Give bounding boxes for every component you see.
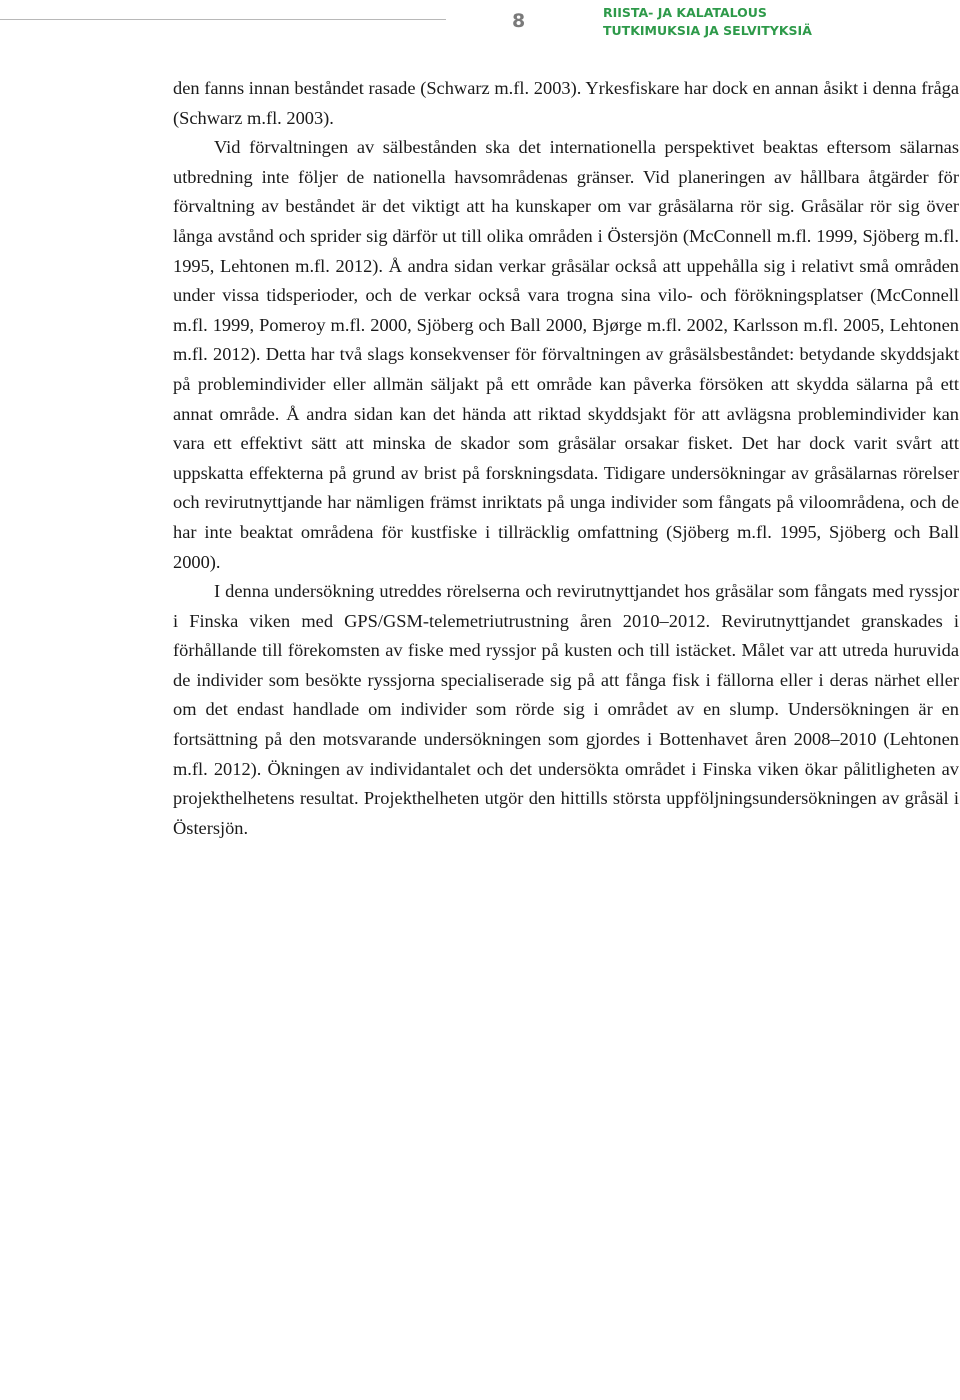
header-rule [0, 19, 446, 20]
body-text [173, 74, 959, 843]
paragraph-1: den fanns innan beståndet rasade (Schwarz m.fl. 2003). Yrkesfiskare har dock en annan åsikt i denna fråga (Schwarz m.fl. 2003). [173, 78, 959, 128]
paragraph-3: I denna undersökning utreddes rörelserna och revirutnyttjandet hos gråsälar som fångats med ryssjor i Finska viken med GPS/GSM-telemetriutrustning åren 2010–2012. Revirutnyttjandet granskades i förhållande till förekomsten av fiske med ryssjor på kusten och till istäcket. Målet var att utreda huruvida de individer som besökte ryssjorna specialiserade sig på att fånga fisk i fällorna eller i deras närhet eller om det endast handlade om individer som rörde sig i området av en slump. Undersökningen är en fortsättning på den motsvarande undersökningen som gjordes i Bottenhavet åren 2008–2010 (Lehtonen m.fl. 2012). Ökningen av individantalet och det undersökta området i Finska viken ökar pålitligheten av projekthelhetens resultat. Projekthelheten utgör den hittills största uppföljningsundersökningen av gråsäl i Östersjön. [173, 581, 959, 838]
page-number: 8 [512, 10, 526, 32]
series-title-line-2: TUTKIMUKSIA JA SELVITYKSIÄ [603, 23, 812, 38]
series-title-line-1: RIISTA- JA KALATALOUS [603, 5, 767, 20]
series-title [603, 4, 812, 40]
paragraph-2: Vid förvaltningen av sälbestånden ska det internationella perspektivet beaktas eftersom sälarnas utbredning inte följer de nationella havsområdenas gränser. Vid planeringen av hållbara åtgärder för förvaltning av beståndet är det viktigt att ha kunskaper om var gråsälarna rör sig. Gråsälar rör sig över långa avstånd och sprider sig därför ut till olika områden i Östersjön (McConnell m.fl. 1999, Sjöberg m.fl. 1995, Lehtonen m.fl. 2012). Å andra sidan verkar gråsälar också att uppehålla sig i relativt små områden under vissa tidsperioder, och de verkar också vara trogna sina vilo- och förökningsplatser (McConnell m.fl. 1999, Pomeroy m.fl. 2000, Sjöberg och Ball 2000, Bjørge m.fl. 2002, Karlsson m.fl. 2005, Lehtonen m.fl. 2012). Detta har två slags konsekvenser för förvaltningen av gråsälsbeståndet: betydande skyddsjakt på problemindivider eller allmän säljakt på ett område kan påverka försöken att skydda sälarna på ett annat område. Å andra sidan kan det hända att riktad skyddsjakt för att avlägsna problemindivider kan vara ett effektivt sätt att minska de skador som gråsälar orsakar fisket. Det har dock varit svårt att uppskatta effekterna på grund av brist på forskningsdata. Tidigare undersökningar av gråsälarnas rörelser och revirutnyttjande har nämligen främst inriktats på unga individer som fångats på viloområdena, och de har inte beaktat områdena för kustfiske i tillräcklig omfattning (Sjöberg m.fl. 1995, Sjöberg och Ball 2000). [173, 137, 959, 572]
